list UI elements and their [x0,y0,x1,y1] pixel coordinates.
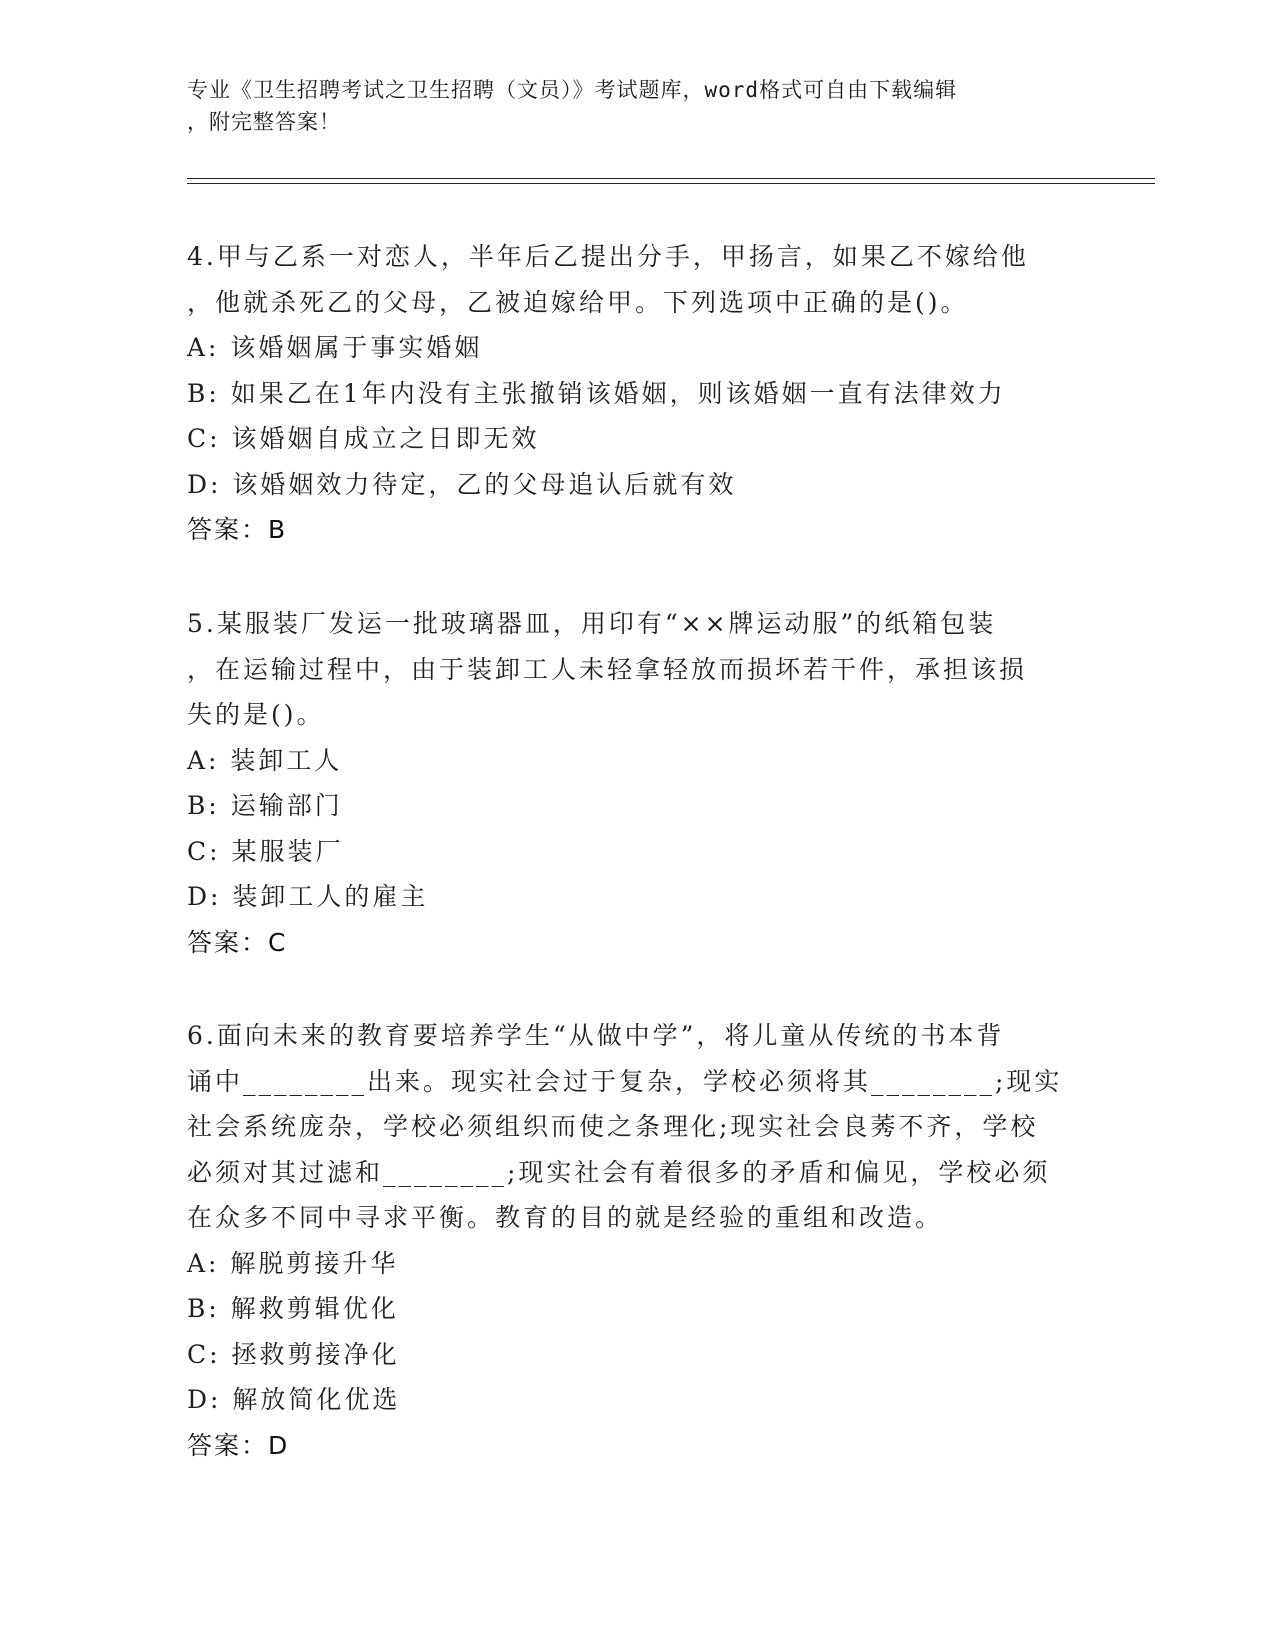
option-a: A: 装卸工人 [187,745,343,775]
header-rule-top [187,178,1155,179]
header-rule-bottom [187,183,1155,184]
header-line-2: ，附完整答案！ [187,110,341,134]
option-b: B: 运输部门 [187,791,343,820]
option-d: D: 该婚姻效力待定，乙的父母追认后就有效 [187,469,737,499]
option-b: B: 解救剪辑优化 [187,1294,399,1323]
question-stem-line: ，他就杀死乙的父母，乙被迫嫁给甲。下列选项中正确的是()。 [187,287,969,317]
question-stem-line: 6.面向未来的教育要培养学生“从做中学”，将儿童从传统的书本背 [187,1021,1005,1050]
option-a: A: 解脱剪接升华 [187,1248,399,1278]
header-line-1: 专业《卫生招聘考试之卫生招聘（文员）》考试题库，word格式可自由下载编辑 [187,78,958,102]
option-b: B: 如果乙在1年内没有主张撤销该婚姻，则该婚姻一直有法律效力 [187,378,1006,408]
option-c: C: 拯救剪接净化 [187,1339,400,1369]
question-4 [187,234,1087,553]
option-a: A: 该婚姻属于事实婚姻 [187,333,483,362]
question-5 [187,601,1087,965]
document-header [187,74,1067,138]
question-stem-line: 4.甲与乙系一对恋人，半年后乙提出分手，甲扬言，如果乙不嫁给他 [187,242,1029,271]
question-stem-line: 必须对其过滤和________;现实社会有着很多的矛盾和偏见，学校必须 [187,1157,1051,1187]
answer-label: 答案：C [187,927,288,957]
question-stem-line: ，在运输过程中，由于装卸工人未轻拿轻放而损坏若干件，承担该损 [187,654,1028,684]
option-d: D: 装卸工人的雇主 [187,882,429,911]
question-stem-line: 失的是()。 [187,700,325,729]
option-c: C: 某服装厂 [187,836,344,866]
question-stem-line: 社会系统庞杂，学校必须组织而使之条理化;现实社会良莠不齐，学校 [187,1112,1039,1141]
option-d: D: 解放简化优选 [187,1385,401,1414]
question-stem-line: 5.某服装厂发运一批玻璃器皿，用印有“××牌运动服”的纸箱包装 [187,609,997,638]
option-c: C: 该婚姻自成立之日即无效 [187,424,540,453]
question-stem-line: 在众多不同中寻求平衡。教育的目的就是经验的重组和改造。 [187,1203,944,1232]
answer-label: 答案：B [187,515,288,544]
answer-label: 答案：D [187,1430,290,1460]
question-6 [187,1013,1087,1468]
question-stem-line: 诵中________出来。现实社会过于复杂，学校必须将其________;现实 [187,1066,1063,1096]
